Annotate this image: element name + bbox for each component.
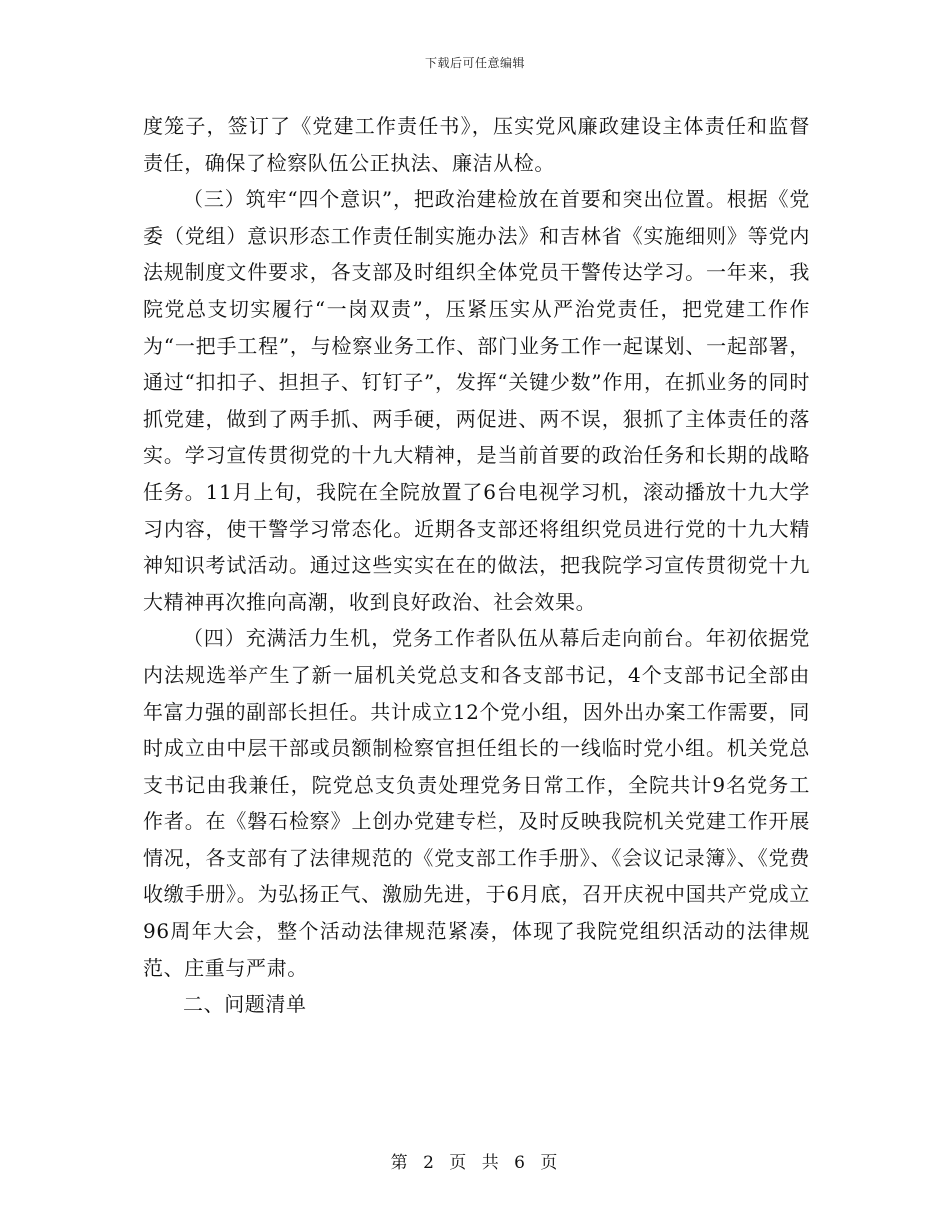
footer-prefix: 第 — [390, 1153, 410, 1173]
section-heading-problem-list: 二、问题清单 — [183, 992, 307, 1017]
footer-total-word: 共 — [481, 1153, 501, 1173]
footer-page-word: 页 — [449, 1153, 469, 1173]
footer-suffix: 页 — [540, 1153, 560, 1173]
footer-current-page: 2 — [423, 1153, 436, 1173]
document-body — [143, 108, 810, 1023]
footer-total-pages: 6 — [514, 1153, 527, 1173]
page-header: 下载后可任意编辑 — [424, 56, 525, 70]
paragraph-continuation: 度笼子，签订了《党建工作责任书》，压实党风廉政建设主体责任和监督责任，确保了检察队伍公正执法、廉洁从检。 — [143, 114, 810, 175]
paragraph-section-four: （四）充满活力生机，党务工作者队伍从幕后走向前台。年初依据党内法规选举产生了新一届机关党总支和各支部书记，4个支部书记全部由年富力强的副部长担任。共计成立12个党小组，因外出办案工作需要，同时成立由中层干部或员额制检察官担任组长的一线临时党小组。机关党总支书记由我兼任，院党总支负责处理党务日常工作，全院共计9名党务工作者。在《磐石检察》上创办党建专栏，及时反映我院机关党建工作开展情况，各支部有了法律规范的《党支部工作手册》、《会议记录簿》、《党费收缴手册》。为弘扬正气、激励先进，于6月底，召开庆祝中国共产党成立96周年大会，整个活动法律规范紧凑，体现了我院党组织活动的法律规范、庄重与严肃。 — [143, 626, 810, 980]
page-footer — [0, 1148, 950, 1173]
paragraph-section-three: （三）筑牢“四个意识”，把政治建检放在首要和突出位置。根据《党委（党组）意识形态工作责任制实施办法》和吉林省《实施细则》等党内法规制度文件要求，各支部及时组织全体党员干警传达学习。一年来，我院党总支切实履行“一岗双责”，压紧压实从严治党责任，把党建工作作为“一把手工程”，与检察业务工作、部门业务工作一起谋划、一起部署，通过“扣扣子、担担子、钉钉子”，发挥“关键少数”作用，在抓业务的同时抓党建，做到了两手抓、两手硬，两促进、两不误，狠抓了主体责任的落实。学习宣传贯彻党的十九大精神，是当前首要的政治任务和长期的战略任务。11月上旬，我院在全院放置了6台电视学习机，滚动播放十九大学习内容，使干警学习常态化。近期各支部还将组织党员进行党的十九大精神知识考试活动。通过这些实实在在的做法，把我院学习宣传贯彻党十九大精神再次推向高潮，收到良好政治、社会效果。 — [143, 187, 810, 614]
